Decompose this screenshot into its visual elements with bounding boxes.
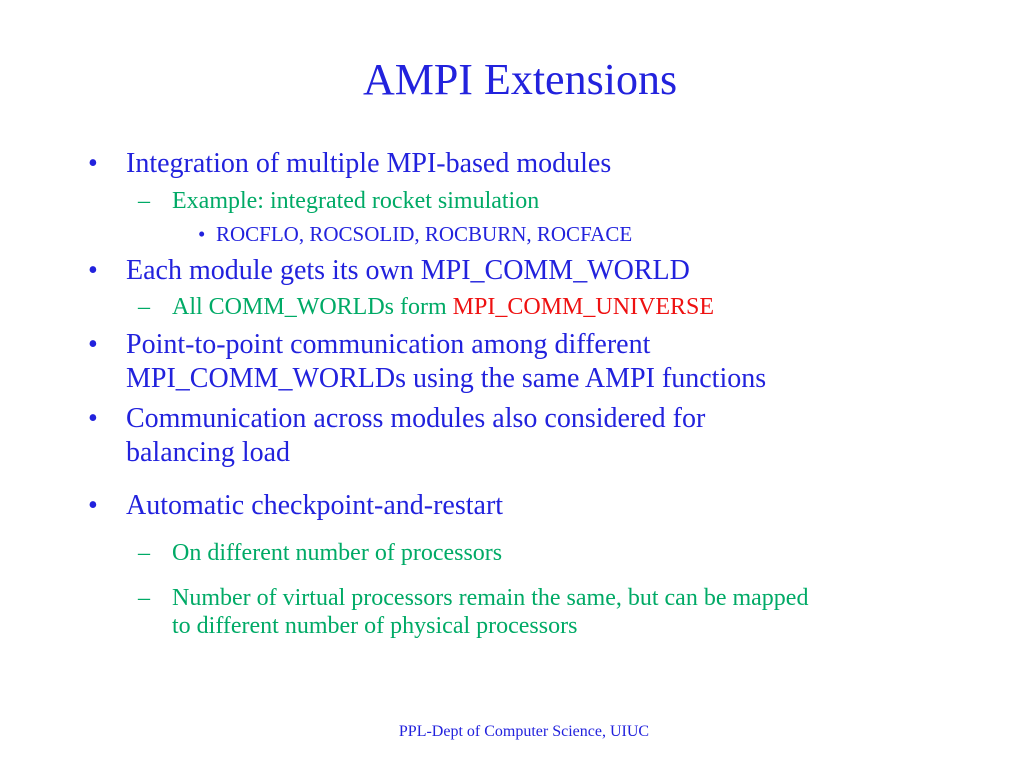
sub-bullet-text [172,584,808,640]
bullet-text: Each module gets its own MPI_COMM_WORLD [126,255,690,286]
sub-sub-bullet-text: ROCFLO, ROCSOLID, ROCBURN, ROCFACE [216,222,633,246]
bullet-text-line: balancing load [126,437,291,468]
bullet-text [126,328,766,396]
bullet-text-line: Communication across modules also considered for [126,403,706,434]
bullet-text-line: MPI_COMM_WORLDs using the same AMPI functions [126,363,767,394]
dash-marker: – [138,540,150,566]
sub-bullet-text: Example: integrated rocket simulation [172,188,540,214]
dash-marker: – [138,188,150,214]
bullet-text: Integration of multiple MPI-based modules [126,148,612,179]
sub-bullet-text [172,293,714,321]
bullet-text-line: Point-to-point communication among different [126,329,651,360]
slide-footer: PPL-Dept of Computer Science, UIUC [398,723,650,740]
bullet-marker: • [88,490,98,521]
bullet-marker: • [88,403,98,434]
slide-title: AMPI Extensions [362,55,678,104]
bullet-marker: • [88,148,98,179]
highlight-text: MPI_COMM_UNIVERSE [452,294,715,320]
bullet-marker: • [88,255,98,286]
bullet-marker: • [88,329,98,360]
bullet-text [126,402,705,470]
dash-marker: – [138,585,150,611]
sub-bullet-text-line: to different number of physical processors [172,613,578,639]
bullet-text: Automatic checkpoint-and-restart [126,490,504,521]
dash-marker: – [138,294,150,320]
sub-bullet-text-line: Number of virtual processors remain the same, but can be mapped [172,585,809,611]
sub-bullet-text: On different number of processors [172,540,503,566]
sub-bullet-text-part: All COMM_WORLDs form [172,294,453,320]
small-bullet-marker: • [198,222,206,246]
